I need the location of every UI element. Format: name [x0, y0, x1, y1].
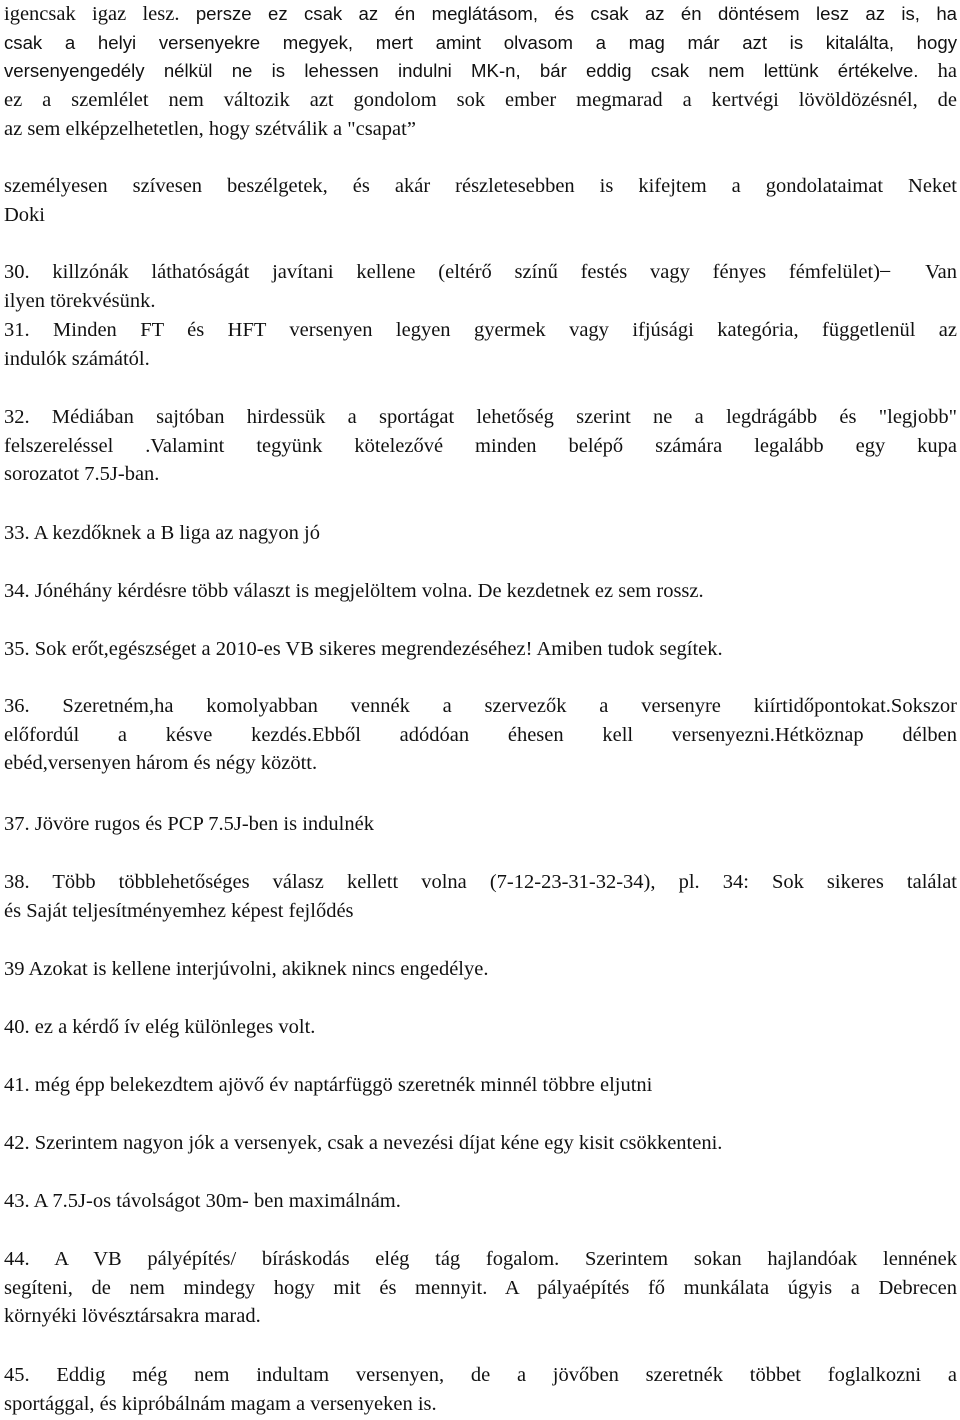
- answer-39: 39 Azokat is kellene interjúvolni, akiknek nincs engedélye.: [4, 958, 489, 980]
- answer-42: 42. Szerintem nagyon jók a versenyek, csak a nevezési díjat kéne egy kisit csökkenteni.: [4, 1132, 723, 1154]
- answer-43: 43. A 7.5J-os távolságot 30m- ben maximálnám.: [4, 1190, 401, 1212]
- answer-31: [4, 316, 957, 373]
- answer-37: 37. Jövöre rugos és PCP 7.5J-ben is indulnék: [4, 813, 374, 835]
- text-line: és Saját teljesítményemhez képest fejlődés: [4, 899, 354, 922]
- text-line: 45. Eddig még nem indultam versenyen, de a jövőben szeretnék többet foglalkozni a: [4, 1364, 957, 1386]
- text-line: sportággal, és kipróbálnám magam a versenyeken is.: [4, 1392, 437, 1415]
- answer-35: 35. Sok erőt,egészséget a 2010-es VB sikeres megrendezéséhez! Amiben tudok segítek.: [4, 638, 723, 660]
- answer-45: [4, 1361, 957, 1418]
- text-line: indulók számától.: [4, 347, 150, 370]
- answer-34: 34. Jónéhány kérdésre több választ is megjelöltem volna. De kezdetnek ez sem rossz.: [4, 580, 704, 602]
- answer-30: [4, 258, 957, 315]
- text-line: versenyengedély nélkül ne is lehessen indulni MK-n, bár eddig csak nem lettünk értékelve. ha: [4, 60, 957, 83]
- answer-36: [4, 692, 957, 778]
- answer-33: 33. A kezdőknek a B liga az nagyon jó: [4, 522, 320, 544]
- text-line: igencsak igaz lesz. persze ez csak az én meglátásom, és csak az én döntésem lesz az is, ha: [4, 3, 957, 25]
- text-line: Doki: [4, 203, 45, 226]
- text-line: 44. A VB pályépítés/ bíráskodás elég tág fogalom. Szerintem sokan hajlandóak lennének: [4, 1248, 957, 1270]
- text-line: segíteni, de nem mindegy hogy mit és mennyit. A pályaépítés fő munkálata úgyis a Debrecen: [4, 1276, 957, 1299]
- answer-40: 40. ez a kérdő ív elég különleges volt.: [4, 1016, 316, 1038]
- text-line: környéki lövésztársakra marad.: [4, 1305, 261, 1328]
- paragraph-intro: [4, 0, 957, 144]
- text-line: csak a helyi versenyekre megyek, mert amint olvasom a mag már azt is kitalálta, hogy: [4, 31, 957, 53]
- text-line: 38. Több többlehetőséges válasz kellett volna (7-12-23-31-32-34), pl. 34: Sok sikeres találat: [4, 871, 957, 893]
- text-line: ez a szemlélet nem változik azt gondolom sok ember megmarad a kertvégi lövöldözésnél, de: [4, 89, 957, 112]
- text-line: 32. Médiában sajtóban hirdessük a sportágat lehetőség szerint ne a legdrágább és "legjobb": [4, 406, 957, 428]
- answer-38: [4, 868, 957, 925]
- answer-44: [4, 1245, 957, 1331]
- text-line: előfordúl a késve kezdés.Ebből adódóan éhesen kell versenyezni.Hétköznap délben: [4, 723, 957, 746]
- answer-41: 41. még épp belekezdtem ajövő év naptárfüggö szeretnék minnél többre eljutni: [4, 1074, 653, 1096]
- text-line: 31. Minden FT és HFT versenyen legyen gyermek vagy ifjúsági kategória, függetlenül az: [4, 319, 957, 341]
- text-line: személyesen szívesen beszélgetek, és akár részletesebben is kifejtem a gondolataimat Neket: [4, 175, 957, 197]
- text-line: ebéd,versenyen három és négy között.: [4, 752, 318, 775]
- text-line: 36. Szeretném,ha komolyabban vennék a szervezők a versenyre kiírtidőpontokat.Sokszor: [4, 695, 957, 717]
- text-line: az sem elképzelhetetlen, hogy szétválik a "csapat”: [4, 117, 416, 140]
- text-line: 30. killzónák láthatóságát javítani kellene (eltérő színű festés vagy fényes fémfelület) ̶ Van: [4, 261, 957, 283]
- text-line: felszereléssel .Valamint tegyünk kötelezővé minden belépő számára legalább egy kupa: [4, 434, 957, 457]
- text-line: ilyen törekvésünk.: [4, 289, 156, 312]
- paragraph-personal: [4, 172, 957, 229]
- text-line: sorozatot 7.5J-ban.: [4, 463, 160, 486]
- answer-32: [4, 403, 957, 489]
